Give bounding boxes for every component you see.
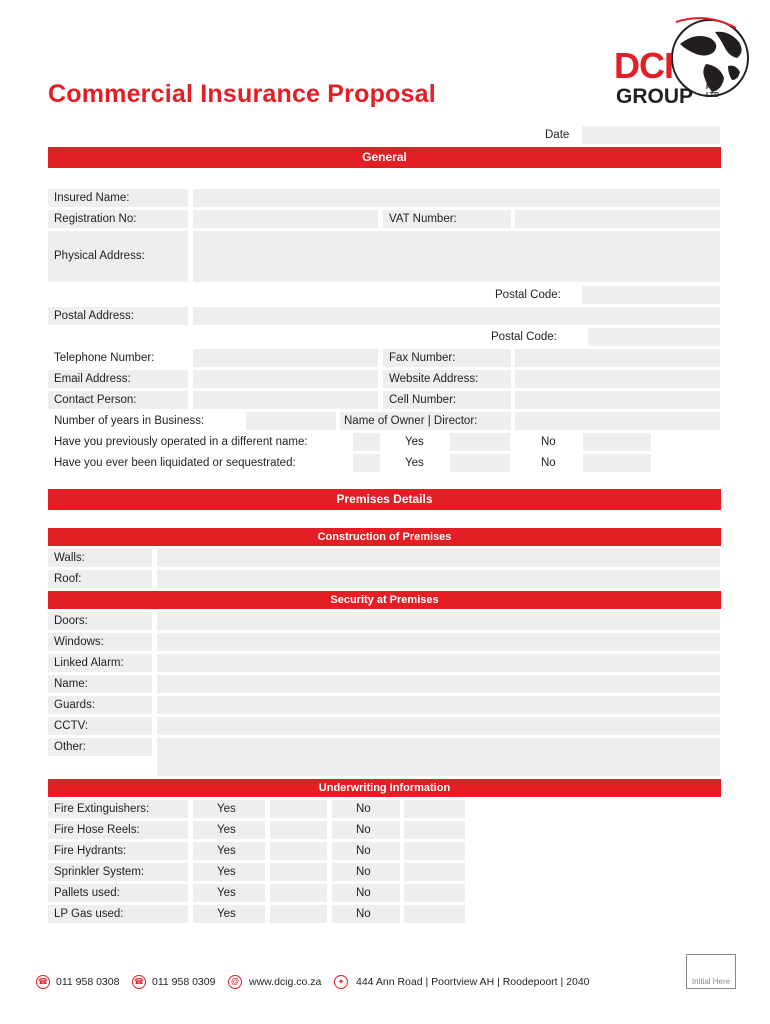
fire-hydrants-no-field[interactable]	[404, 842, 465, 860]
years-in-business-field[interactable]	[246, 412, 336, 430]
postal-code-field[interactable]	[582, 286, 720, 304]
insured-name-label: Insured Name:	[48, 189, 188, 207]
different-name-spacer	[353, 433, 380, 451]
initial-box[interactable]	[686, 954, 736, 989]
fire-extinguishers-label: Fire Extinguishers:	[48, 800, 188, 818]
postal-address-label: Postal Address:	[48, 307, 188, 325]
fire-hose-reels-yes-label: Yes	[193, 821, 265, 839]
cctv-label: CCTV:	[48, 717, 152, 735]
pallets-used-yes-label: Yes	[193, 884, 265, 902]
section-general: General	[48, 147, 721, 168]
owner-director-field[interactable]	[515, 412, 720, 430]
location-pin-icon: ⌖	[334, 975, 348, 989]
postal-code-label: Postal Code:	[495, 289, 561, 301]
sprinkler-system-no-label: No	[332, 863, 400, 881]
logo-suffix-text: PTY LTD	[706, 84, 720, 99]
date-label: Date	[545, 129, 570, 141]
section-underwriting: Underwriting Information	[48, 779, 721, 797]
telephone-label: Telephone Number:	[54, 352, 155, 364]
pallets-used-label: Pallets used:	[48, 884, 188, 902]
page-title: Commercial Insurance Proposal	[48, 80, 436, 108]
fax-label: Fax Number:	[383, 349, 511, 367]
fire-extinguishers-yes-field[interactable]	[270, 800, 327, 818]
physical-address-label: Physical Address:	[48, 231, 188, 282]
footer-web[interactable]: www.dcig.co.za	[249, 976, 322, 988]
lp-gas-used-yes-label: Yes	[193, 905, 265, 923]
vat-number-label: VAT Number:	[383, 210, 511, 228]
windows-label: Windows:	[48, 633, 152, 651]
other-label: Other:	[48, 738, 152, 756]
lp-gas-used-yes-field[interactable]	[270, 905, 327, 923]
company-logo	[610, 14, 752, 114]
initial-label: Initial Here	[691, 977, 731, 986]
walls-field[interactable]	[157, 549, 720, 567]
fire-hydrants-no-label: No	[332, 842, 400, 860]
fire-extinguishers-yes-label: Yes	[193, 800, 265, 818]
registration-no-field[interactable]	[193, 210, 378, 228]
different-name-no-label: No	[541, 436, 556, 448]
postal-address-field[interactable]	[193, 307, 720, 325]
different-name-yes-label: Yes	[405, 436, 424, 448]
lp-gas-used-no-field[interactable]	[404, 905, 465, 923]
telephone-field[interactable]	[193, 349, 378, 367]
doors-label: Doors:	[48, 612, 152, 630]
physical-address-field[interactable]	[193, 231, 720, 282]
roof-field[interactable]	[157, 570, 720, 588]
fax-icon: ☎	[132, 975, 146, 989]
liquidated-yes-label: Yes	[405, 457, 424, 469]
fire-hose-reels-label: Fire Hose Reels:	[48, 821, 188, 839]
linked-alarm-field[interactable]	[157, 654, 720, 672]
liquidated-yes-field[interactable]	[450, 454, 510, 472]
cell-number-field[interactable]	[515, 391, 720, 409]
fire-extinguishers-no-field[interactable]	[404, 800, 465, 818]
fax-field[interactable]	[515, 349, 720, 367]
doors-field[interactable]	[157, 612, 720, 630]
liquidated-spacer	[353, 454, 380, 472]
website-field[interactable]	[515, 370, 720, 388]
fire-hose-reels-yes-field[interactable]	[270, 821, 327, 839]
pallets-used-no-label: No	[332, 884, 400, 902]
liquidated-no-field[interactable]	[583, 454, 651, 472]
postal-code-label-2: Postal Code:	[491, 331, 557, 343]
guards-label: Guards:	[48, 696, 152, 714]
cell-number-label: Cell Number:	[383, 391, 511, 409]
section-construction: Construction of Premises	[48, 528, 721, 546]
registration-no-label: Registration No:	[48, 210, 188, 228]
section-security: Security at Premises	[48, 591, 721, 609]
other-field[interactable]	[157, 738, 720, 776]
guards-field[interactable]	[157, 696, 720, 714]
sprinkler-system-yes-field[interactable]	[270, 863, 327, 881]
web-icon: @	[228, 975, 242, 989]
different-name-yes-field[interactable]	[450, 433, 510, 451]
walls-label: Walls:	[48, 549, 152, 567]
contact-person-label: Contact Person:	[48, 391, 188, 409]
website-label: Website Address:	[383, 370, 511, 388]
section-premises-details: Premises Details	[48, 489, 721, 510]
footer-phone: 011 958 0308	[56, 976, 120, 988]
roof-label: Roof:	[48, 570, 152, 588]
logo-main-text: DCI	[614, 45, 673, 86]
security-name-label: Name:	[48, 675, 152, 693]
different-name-question: Have you previously operated in a different name:	[54, 436, 308, 448]
fire-hydrants-label: Fire Hydrants:	[48, 842, 188, 860]
email-label: Email Address:	[48, 370, 188, 388]
phone-icon: ☎	[36, 975, 50, 989]
insured-name-field[interactable]	[193, 189, 720, 207]
sprinkler-system-yes-label: Yes	[193, 863, 265, 881]
fire-hydrants-yes-label: Yes	[193, 842, 265, 860]
fire-hose-reels-no-field[interactable]	[404, 821, 465, 839]
lp-gas-used-no-label: No	[332, 905, 400, 923]
fire-hose-reels-no-label: No	[332, 821, 400, 839]
liquidated-no-label: No	[541, 457, 556, 469]
liquidated-question: Have you ever been liquidated or sequestrated:	[54, 457, 296, 469]
pallets-used-no-field[interactable]	[404, 884, 465, 902]
email-field[interactable]	[193, 370, 378, 388]
sprinkler-system-no-field[interactable]	[404, 863, 465, 881]
fire-hydrants-yes-field[interactable]	[270, 842, 327, 860]
vat-number-field[interactable]	[515, 210, 720, 228]
years-in-business-label: Number of years in Business:	[54, 415, 205, 427]
footer-fax: 011 958 0309	[152, 976, 216, 988]
lp-gas-used-label: LP Gas used:	[48, 905, 188, 923]
windows-field[interactable]	[157, 633, 720, 651]
cctv-field[interactable]	[157, 717, 720, 735]
pallets-used-yes-field[interactable]	[270, 884, 327, 902]
contact-person-field[interactable]	[193, 391, 378, 409]
linked-alarm-label: Linked Alarm:	[48, 654, 152, 672]
date-field[interactable]	[582, 126, 720, 144]
security-name-field[interactable]	[157, 675, 720, 693]
postal-code-field-2[interactable]	[588, 328, 720, 346]
footer-address: 444 Ann Road | Poortview AH | Roodepoort | 2040	[356, 976, 590, 988]
sprinkler-system-label: Sprinkler System:	[48, 863, 188, 881]
logo-group-text: GROUP	[616, 85, 694, 108]
fire-extinguishers-no-label: No	[332, 800, 400, 818]
owner-director-label: Name of Owner | Director:	[340, 412, 511, 430]
different-name-no-field[interactable]	[583, 433, 651, 451]
